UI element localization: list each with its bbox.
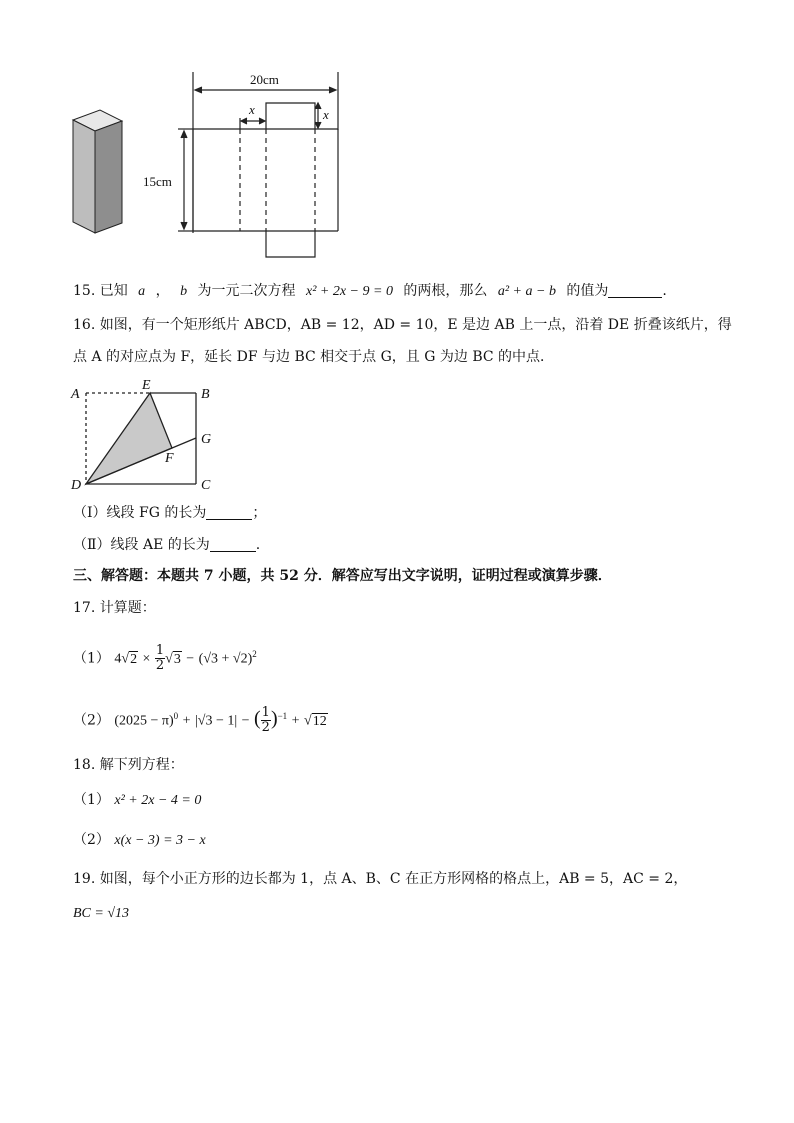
fraction-one-half-2: $\frac{1}{2}$ — [261, 705, 270, 736]
question-17-part1: （1） 4√2 × $\frac{1}{2}$ $√3 - (√3 + √2)^2$ — [73, 643, 257, 674]
question-16-part1: （Ⅰ）线段 FG 的长为 ； — [73, 505, 267, 521]
x-label-horizontal: x — [249, 102, 255, 117]
label-B: B — [201, 387, 210, 402]
fold-figure — [66, 378, 226, 498]
answer-blank-15[interactable] — [608, 283, 662, 298]
width-label: 20cm — [250, 72, 279, 87]
question-16-line2: 点 A 的对应点为 F，延长 DF 与边 BC 相交于点 G，且 G 为边 BC 的中点． — [73, 349, 555, 365]
label-F: F — [165, 451, 174, 466]
label-C: C — [201, 478, 211, 493]
question-17-part2: （2） $(2025 - \pi)^0 + |√3 - 1|$ − ( $\frac{1}{2}$ )$^{-1}$ + √12 — [73, 705, 327, 736]
question-16-part2: （Ⅱ）线段 AE 的长为 . — [73, 537, 261, 553]
question-19-line1: 19. 如图，每个小正方形的边长都为 1，点 A、B、C 在正方形网格的格点上，AB = 5，AC = 2， — [73, 871, 688, 887]
question-18-part1: （1） x² + 2x − 4 = 0 — [73, 792, 202, 808]
x-label-vertical: x — [323, 107, 329, 122]
question-17: 17. 计算题： — [73, 600, 156, 616]
prism-figure — [66, 66, 356, 266]
shaded-triangle-def — [86, 393, 172, 484]
fraction-one-half: $\frac{1}{2}$ — [155, 643, 165, 674]
label-G: G — [201, 432, 212, 447]
rectangle-abcd — [86, 393, 196, 484]
label-A: A — [71, 387, 80, 402]
question-15: 15. 已知 a ， b 为一元二次方程 x² + 2x − 9 = 0 的两根，那么 a² + a − b 的值为 . — [73, 283, 667, 299]
question-16-line1: 16. 如图，有一个矩形纸片 ABCD，AB = 12，AD = 10，E 是边 AB 上一点，沿着 DE 折叠该纸片，得 — [73, 317, 732, 333]
answer-blank-16-2[interactable] — [210, 537, 256, 552]
question-18-part2: （2） x(x − 3) = 3 − x — [73, 832, 206, 848]
answer-blank-16-1[interactable] — [206, 505, 252, 520]
section-3-heading: 三、解答题：本题共 7 小题，共 52 分．解答应写出文字说明，证明过程或演算步骤． — [73, 568, 612, 584]
label-E: E — [142, 378, 151, 393]
question-19-line2: BC = √13 — [73, 906, 130, 921]
question-18: 18. 解下列方程： — [73, 757, 184, 773]
paper-net — [178, 72, 338, 257]
rectangular-prism — [73, 110, 122, 233]
label-D: D — [71, 478, 82, 493]
height-label: 15cm — [143, 174, 172, 189]
